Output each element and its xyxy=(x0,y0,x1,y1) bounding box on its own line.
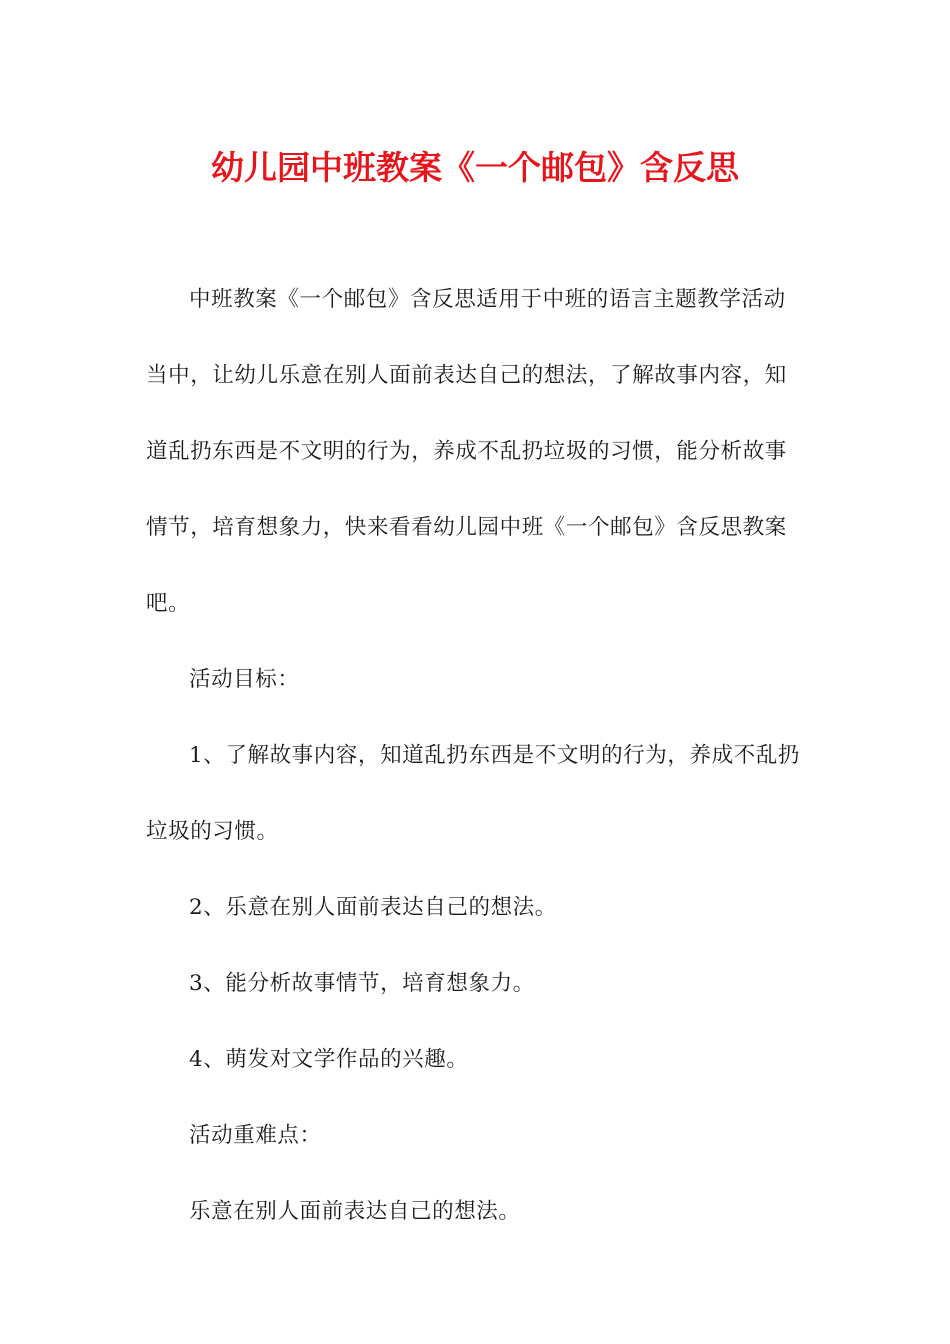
page-title: 幼儿园中班教案《一个邮包》含反思 xyxy=(211,148,739,187)
intro-line: 道乱扔东西是不文明的行为，养成不乱扔垃圾的习惯，能分析故事 xyxy=(146,439,787,464)
goal-line: 垃圾的习惯。 xyxy=(146,819,279,844)
document-body xyxy=(146,262,806,1250)
intro-line: 情节，培育想象力，快来看看幼儿园中班《一个邮包》含反思教案 xyxy=(146,515,787,540)
goal-item-3: 3、能分析故事情节，培育想象力。 xyxy=(189,971,535,996)
goal-item-4: 4、萌发对文学作品的兴趣。 xyxy=(189,1047,469,1072)
key-point-item: 乐意在别人面前表达自己的想法。 xyxy=(189,1199,521,1224)
goal-item-1 xyxy=(146,718,806,870)
key-points-heading: 活动重难点： xyxy=(189,1123,322,1148)
goal-item-2: 2、乐意在别人面前表达自己的想法。 xyxy=(189,895,557,920)
intro-line: 吧。 xyxy=(146,591,191,616)
intro-line: 当中，让幼儿乐意在别人面前表达自己的想法，了解故事内容，知 xyxy=(146,363,787,388)
intro-line: 中班教案《一个邮包》含反思适用于中班的语言主题教学活动 xyxy=(189,287,786,312)
goals-heading: 活动目标： xyxy=(189,667,300,692)
goal-line: 1、了解故事内容，知道乱扔东西是不文明的行为，养成不乱扔 xyxy=(189,743,800,768)
intro-paragraph xyxy=(146,262,806,642)
